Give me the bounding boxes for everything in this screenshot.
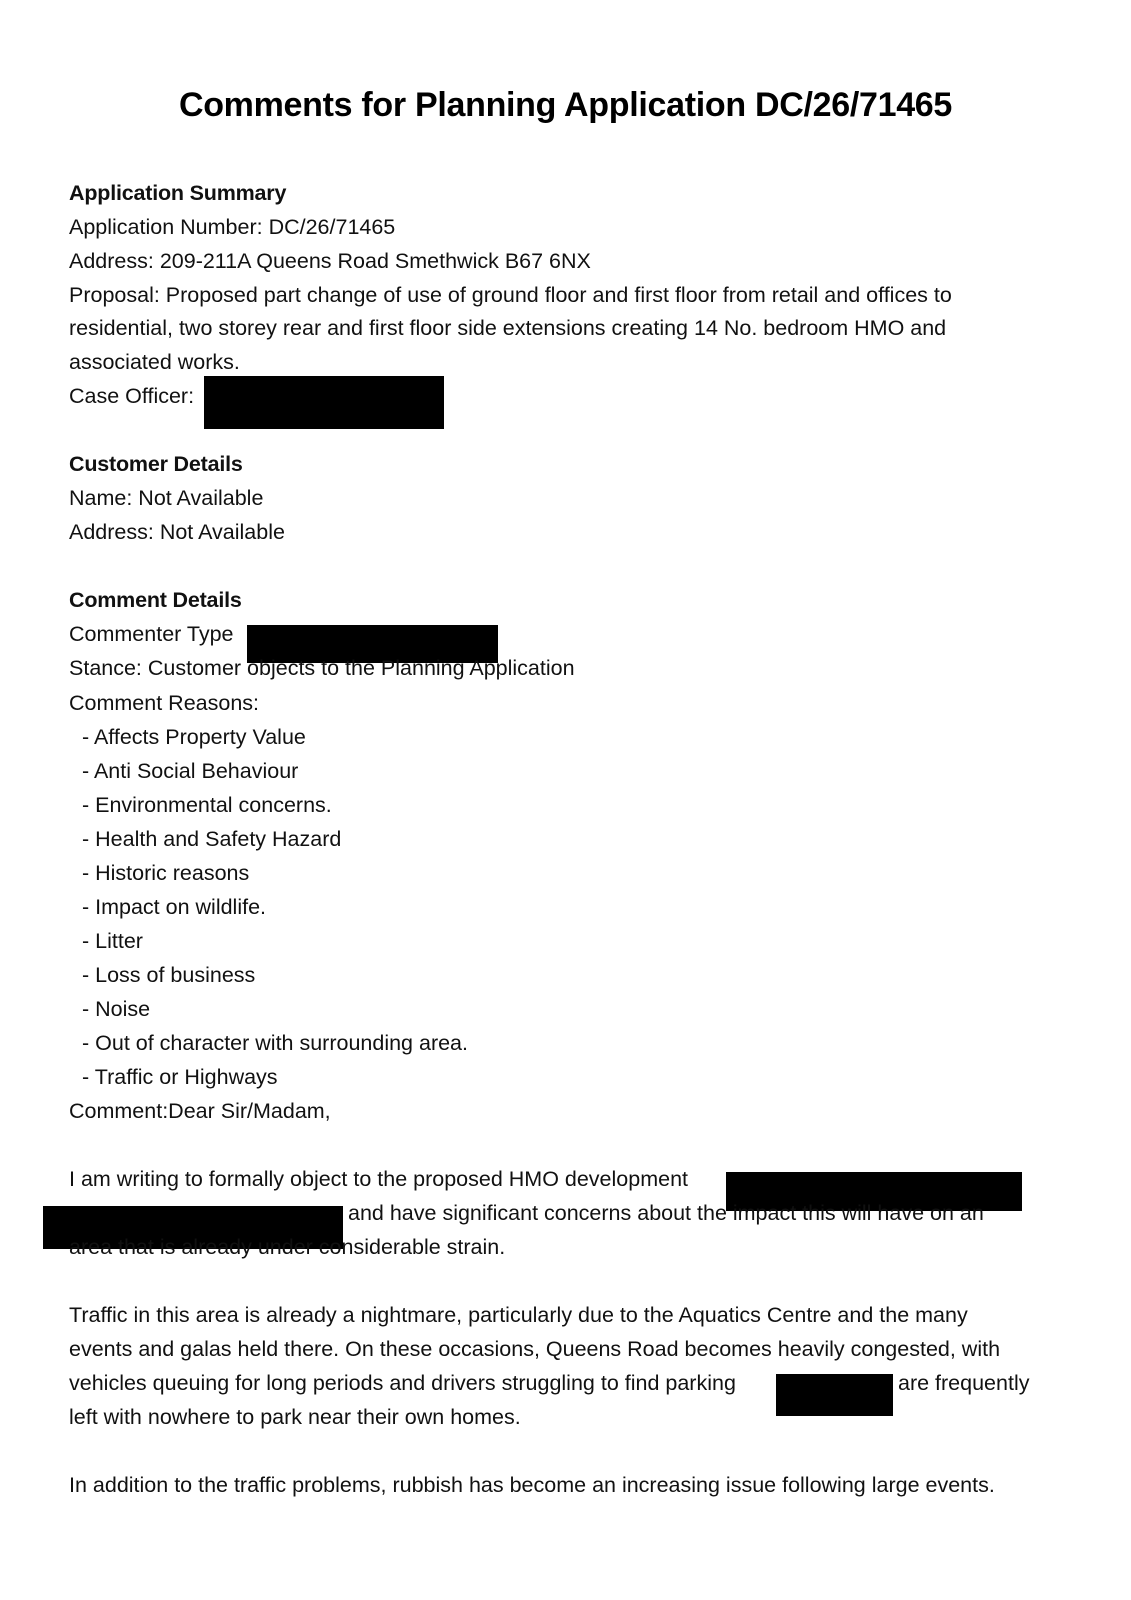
application-summary-heading: Application Summary (69, 181, 287, 205)
para1-line-1: I am writing to formally object to the proposed HMO development (69, 1167, 689, 1191)
reason-item: - Historic reasons (82, 861, 250, 885)
reason-item: - Health and Safety Hazard (82, 827, 342, 851)
customer-address: Address: Not Available (69, 520, 285, 544)
proposal-line-2: residential, two storey rear and first floor side extensions creating 14 No. bedroom HMO and (69, 316, 947, 340)
para2-line-3: vehicles queuing for long periods and drivers struggling to find parking (69, 1371, 736, 1395)
reason-item: - Impact on wildlife. (82, 895, 267, 919)
para2-line-1: Traffic in this area is already a nightmare, particularly due to the Aquatics Centre and the many (69, 1303, 968, 1327)
reason-item: - Noise (82, 997, 151, 1021)
reason-item: - Loss of business (82, 963, 256, 987)
para1-line-2: and have significant concerns about the impact this will have on an (348, 1201, 984, 1225)
redaction-para2 (776, 1374, 893, 1416)
para2-line-2: events and galas held there. On these occasions, Queens Road becomes heavily congested, with (69, 1337, 1001, 1361)
reason-item: - Environmental concerns. (82, 793, 332, 817)
reason-item: - Out of character with surrounding area. (82, 1031, 468, 1055)
comment-reasons-label: Comment Reasons: (69, 691, 259, 715)
proposal-line-1: Proposal: Proposed part change of use of ground floor and first floor from retail and offices to (69, 283, 952, 307)
reason-item: - Traffic or Highways (82, 1065, 278, 1089)
para2-line-3b: are frequently (898, 1371, 1030, 1395)
proposal-line-3: associated works. (69, 350, 240, 374)
application-number: Application Number: DC/26/71465 (69, 215, 396, 239)
reason-item: - Litter (82, 929, 143, 953)
comment-details-heading: Comment Details (69, 588, 242, 612)
stance: Stance: Customer objects to the Planning Application (69, 656, 575, 680)
reason-item: - Anti Social Behaviour (82, 759, 299, 783)
para1-line-3: area that is already under considerable strain. (69, 1235, 506, 1259)
document-title: Comments for Planning Application DC/26/71465 (178, 86, 953, 124)
case-officer-label: Case Officer: (69, 384, 195, 408)
para3-line-1: In addition to the traffic problems, rubbish has become an increasing issue following large events. (69, 1473, 995, 1497)
commenter-type-label: Commenter Type (69, 622, 234, 646)
comment-intro: Comment:Dear Sir/Madam, (69, 1099, 331, 1123)
reason-item: - Affects Property Value (82, 725, 306, 749)
customer-details-heading: Customer Details (69, 452, 243, 476)
para2-line-4: left with nowhere to park near their own homes. (69, 1405, 521, 1429)
customer-name: Name: Not Available (69, 486, 264, 510)
application-address: Address: 209-211A Queens Road Smethwick B67 6NX (69, 249, 591, 273)
redaction-case-officer (204, 376, 444, 429)
